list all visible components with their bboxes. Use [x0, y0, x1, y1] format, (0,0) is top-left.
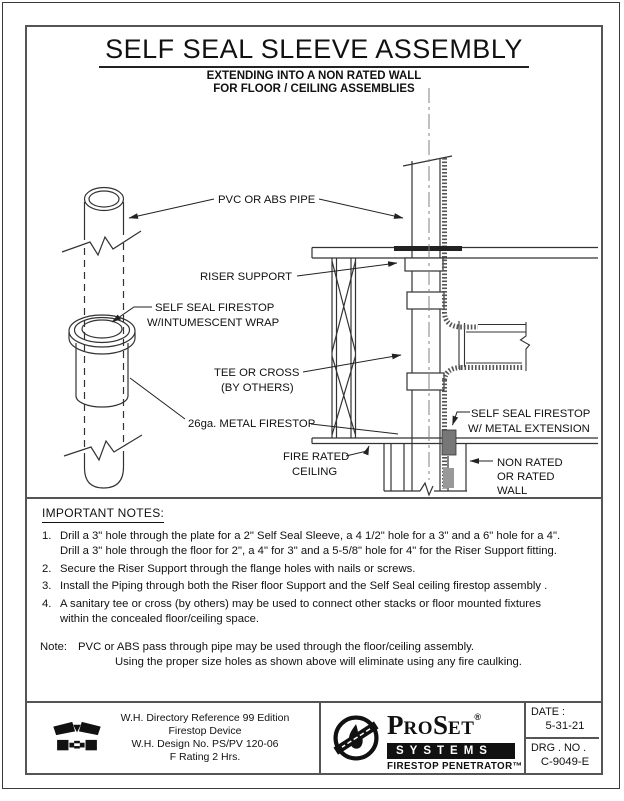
note-text: PVC or ABS pass through pipe may be used through the floor/ceiling assembly. [78, 640, 475, 653]
extension-lower [443, 468, 454, 488]
certification-cell [27, 703, 319, 773]
drg-box [526, 739, 599, 773]
top-plate [394, 246, 462, 251]
label-fire-rated-1: FIRE RATED [283, 451, 350, 463]
proset-wordmark: PROSET® [387, 709, 482, 740]
page-title: SELF SEAL SLEEVE ASSEMBLY [99, 34, 529, 68]
brand-cell [319, 703, 526, 773]
note-number: 2. [42, 562, 52, 575]
date-box [526, 703, 599, 739]
brand-wordmark-block [387, 705, 523, 772]
wh-certification-text: W.H. Directory Reference 99 Edition Firestop Device W.H. Design No. PS/PV 120-06 F Rating 2 Hrs. [120, 712, 290, 763]
note-item-1 [42, 529, 587, 559]
label-wall-1: NON RATED [497, 457, 563, 469]
pipe-fittings [405, 258, 444, 390]
label-wall-3: WALL [497, 485, 528, 497]
label-metal-ext-2: W/ METAL EXTENSION [468, 423, 590, 435]
wh-logo-icon [53, 720, 101, 756]
label-riser-support: RISER SUPPORT [200, 271, 293, 283]
notes-section [27, 497, 601, 701]
no-flame-icon [330, 712, 382, 764]
note-text: Install the Piping through both the Riser floor Support and the Self Seal ceiling firestop assembly . [60, 580, 548, 592]
systems-bar: SYSTEMS [387, 743, 515, 759]
subtitle-line1: EXTENDING INTO A NON RATED WALL [206, 70, 422, 82]
subtitle-line2: FOR FLOOR / CEILING ASSEMBLIES [213, 83, 415, 95]
title-block [27, 701, 601, 773]
note-number: 3. [42, 580, 52, 592]
date-value: 5-31-21 [545, 720, 585, 732]
label-firestop-wrap-2: W/INTUMESCENT WRAP [147, 317, 280, 329]
label-tee-1: TEE OR CROSS [214, 367, 300, 379]
subtitle [27, 70, 601, 96]
date-label: DATE : [531, 706, 565, 718]
note-text: A sanitary tee or cross (by others) may be used to connect other stacks or floor mounted fixtures within the concealed floor/ceiling space. [60, 597, 541, 625]
general-note [40, 640, 587, 655]
note-number: 1. [42, 530, 52, 542]
label-metal-ext-1: SELF SEAL FIRESTOP [471, 408, 591, 420]
note-item-2 [42, 562, 587, 577]
label-wall-2: OR RATED [497, 471, 555, 483]
label-metal-firestop: 26ga. METAL FIRESTOP [188, 418, 316, 430]
sheet-frame [25, 25, 603, 775]
note-text: Secure the Riser Support through the flange holes with nails or screws. [60, 562, 416, 575]
general-note-line2: Using the proper size holes as shown above will eliminate using any fire caulking. [115, 655, 522, 668]
label-fire-rated-2: CEILING [292, 466, 338, 478]
drg-value: C-9049-E [540, 756, 590, 768]
note-item-3 [42, 579, 587, 594]
label-firestop-wrap-1: SELF SEAL FIRESTOP [155, 302, 275, 314]
brand-tagline: FIRESTOP PENETRATOR™ [387, 760, 523, 772]
note-number: 4. [42, 597, 52, 610]
note-item-4 [42, 597, 587, 627]
note-label: Note: [40, 640, 68, 653]
label-tee-2: (BY OTHERS) [221, 382, 294, 394]
drg-label: DRG . NO . [531, 742, 587, 754]
date-drg-cell [526, 703, 599, 773]
tee-branch [459, 321, 530, 371]
note-text: Drill a 3" hole through the plate for a 2" Self Seal Sleeve, a 4 1/2" hole for a 3" and a 6" hole for a 4". Drill a 3" hole through the floor for 2", a 4" for 3" and a 5-5/8" hole for 4" for the Riser Support fitting. [60, 530, 561, 557]
left-figure [62, 188, 142, 489]
ceiling-firestop [442, 430, 456, 455]
notes-heading: IMPORTANT NOTES: [42, 506, 164, 523]
label-pvc-abs-pipe: PVC OR ABS PIPE [218, 194, 316, 206]
assembly-diagram [27, 27, 601, 497]
registered-mark: ® [474, 711, 482, 722]
